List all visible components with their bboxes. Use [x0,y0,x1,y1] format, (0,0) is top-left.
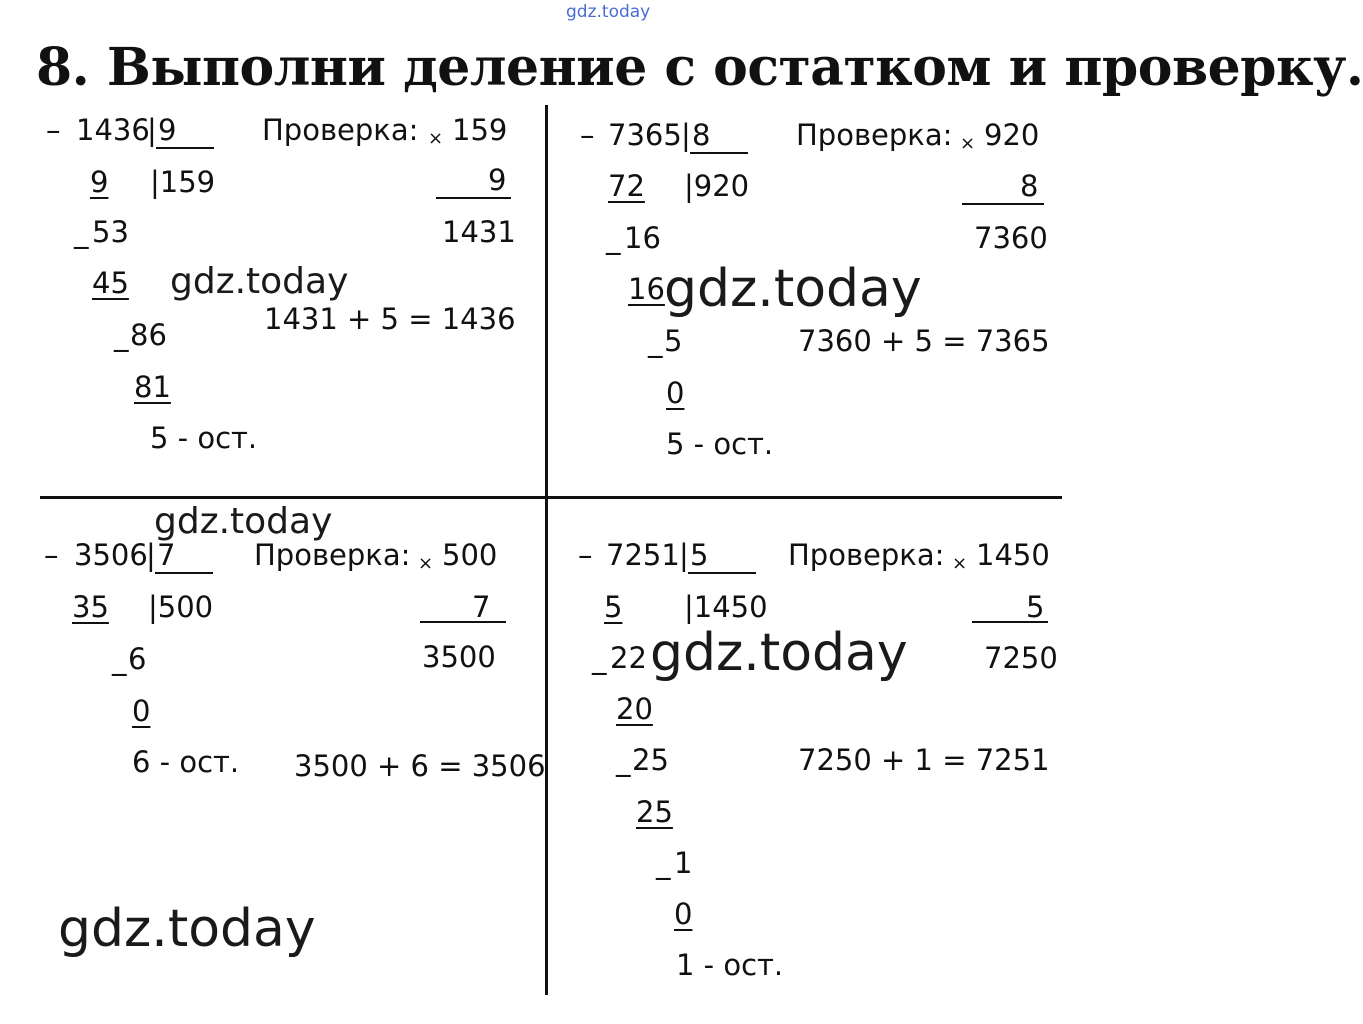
step: 16 [624,221,661,255]
times-sign [960,118,979,161]
step: 25 [636,795,673,829]
step: 20 [616,692,653,726]
check-label: Проверка: [262,113,419,147]
watermark-top: gdz.today [566,2,651,22]
minus-sign: _ [74,215,89,249]
divisor: 7 [157,538,176,572]
vertical-divider [545,105,548,995]
horizontal-divider [40,496,1062,499]
times-sign [418,538,437,581]
step: 5 [604,590,623,624]
division-bar: | [146,538,156,572]
times-sign-glyph: × [960,133,976,154]
check-factor-a: 500 [442,538,498,572]
step: 25 [632,743,669,777]
dividend: 7251 [606,538,680,572]
check-factor-a: 159 [452,113,508,147]
check-product: 1431 [442,215,516,249]
check-factor-b: 7 [472,590,491,624]
watermark: gdz.today [650,623,908,683]
check-underline [420,621,506,623]
minus-sign: – [580,118,595,152]
watermark: gdz.today [58,899,316,959]
step: 9 [90,165,109,199]
quotient-value: 159 [159,165,216,199]
minus-sign: _ [616,743,631,777]
division-bar: | [679,538,689,572]
quotient: |1450 [684,590,768,624]
quotient: |500 [148,590,214,624]
minus-sign: – [46,113,61,147]
watermark: gdz.today [170,261,349,302]
divisor-underline [156,147,214,149]
quotient: |920 [684,169,750,203]
step: 53 [92,215,129,249]
check-factor-a: 920 [984,118,1040,152]
divisor: 5 [690,538,709,572]
minus-sign: _ [648,324,663,358]
check-sum: 7250 + 1 = 7251 [798,743,1050,777]
minus-sign: – [578,538,593,572]
check-sum: 7360 + 5 = 7365 [798,324,1050,358]
check-sum: 1431 + 5 = 1436 [264,302,516,336]
remainder: 5 - ост. [150,421,258,455]
check-underline [962,203,1044,205]
step: 86 [130,318,167,352]
step: 1 [674,846,693,880]
division-bar: | [147,113,157,147]
step: 22 [610,641,647,675]
divisor: 9 [158,113,177,147]
minus-sign: _ [592,641,607,675]
dividend: 3506 [74,538,148,572]
check-factor-b: 9 [488,163,507,197]
check-label: Проверка: [254,538,411,572]
divisor-underline [690,152,748,154]
times-sign [428,113,447,156]
times-sign [952,538,971,581]
step: 35 [72,590,109,624]
check-factor-b: 5 [1026,590,1045,624]
divisor: 8 [692,118,711,152]
check-product: 7360 [974,221,1048,255]
quotient-value: 500 [157,590,214,624]
check-label: Проверка: [788,538,945,572]
check-label: Проверка: [796,118,953,152]
dividend: 7365 [608,118,682,152]
remainder: 1 - ост. [676,948,784,982]
times-sign-glyph: × [418,553,434,574]
divisor-underline [155,572,213,574]
step: 72 [608,169,645,203]
minus-sign: _ [656,846,671,880]
check-factor-b: 8 [1020,169,1039,203]
check-underline [436,197,511,199]
step: 0 [666,376,685,410]
remainder: 5 - ост. [666,427,774,461]
division-bar: | [681,118,691,152]
minus-sign: _ [114,318,129,352]
step: 45 [92,266,129,300]
watermark: gdz.today [664,259,922,319]
step: 5 [664,324,683,358]
quotient: |159 [150,165,216,199]
minus-sign: _ [606,221,621,255]
divisor-underline [688,572,756,574]
dividend: 1436 [76,113,150,147]
minus-sign: – [44,538,59,572]
check-factor-a: 1450 [976,538,1050,572]
step: 81 [134,370,171,404]
check-product: 3500 [422,640,496,674]
check-sum: 3500 + 6 = 3506 [294,749,546,783]
remainder: 6 - ост. [132,745,240,779]
check-product: 7250 [984,641,1058,675]
step: 6 [128,642,147,676]
quotient-value: 920 [693,169,750,203]
step: 16 [628,272,665,306]
quotient-value: 1450 [693,590,768,624]
times-sign-glyph: × [952,553,968,574]
step: 0 [674,897,693,931]
times-sign-glyph: × [428,128,444,149]
minus-sign: _ [112,642,127,676]
step: 0 [132,694,151,728]
watermark: gdz.today [154,501,333,542]
page-title: 8. Выполни деление с остатком и проверку. [36,37,1363,98]
